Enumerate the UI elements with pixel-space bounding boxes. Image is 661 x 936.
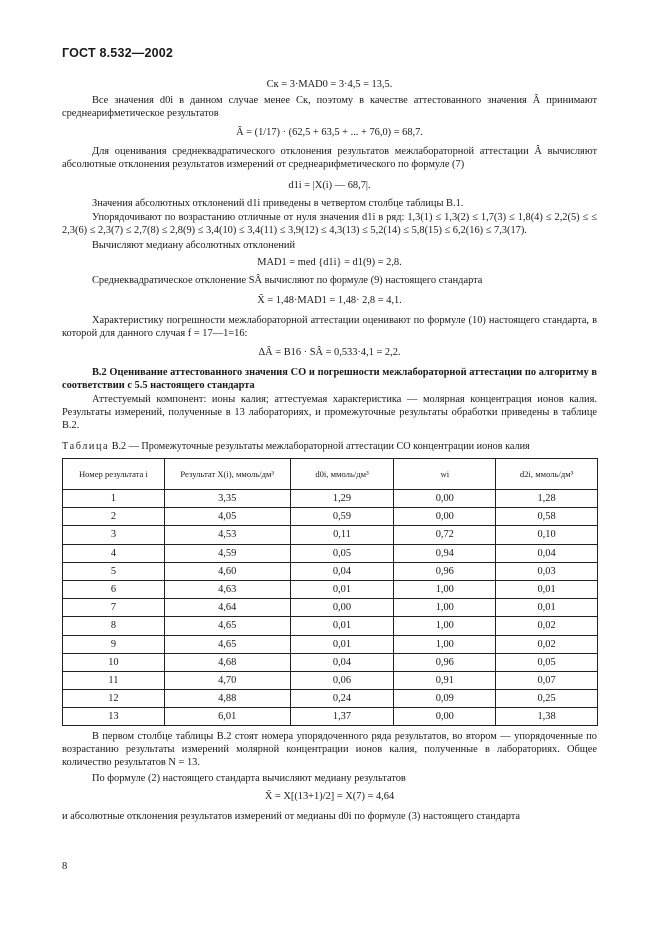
table-cell: 1,00 bbox=[394, 617, 496, 635]
table-row bbox=[63, 508, 598, 526]
table-row bbox=[63, 580, 598, 598]
table-cell: 5 bbox=[63, 562, 165, 580]
table-cell: 4,53 bbox=[164, 526, 290, 544]
table-cell: 10 bbox=[63, 653, 165, 671]
paragraph-table-ref: Значения абсолютных отклонений d1i приведены в четвертом столбце таблицы В.1. bbox=[92, 198, 464, 209]
table-cell: 0,94 bbox=[394, 544, 496, 562]
table-row bbox=[63, 671, 598, 689]
table-cell: 0,59 bbox=[290, 508, 394, 526]
table-cell: 4,65 bbox=[164, 617, 290, 635]
table-cell: 1,00 bbox=[394, 599, 496, 617]
table-header-row bbox=[63, 459, 598, 490]
table-cell: 0,07 bbox=[496, 671, 598, 689]
table-caption bbox=[62, 441, 602, 454]
table-cell: 9 bbox=[63, 635, 165, 653]
table-cell: 0,05 bbox=[290, 544, 394, 562]
table-row bbox=[63, 599, 598, 617]
table-cell: 4,68 bbox=[164, 653, 290, 671]
paragraph-median-formula: По формуле (2) настоящего стандарта вычисляют медиану результатов bbox=[92, 773, 406, 784]
table-row bbox=[63, 562, 598, 580]
table-cell: 0,01 bbox=[496, 599, 598, 617]
equation-median: X̃ = X[(13+1)/2] = X(7) = 4,64 bbox=[264, 791, 395, 802]
paragraph-error-char: Характеристику погрешности межлабораторной аттестации оценивают по формуле (10) настоящего стандарта, в которой для данного случая f = 17—1=16: bbox=[62, 315, 597, 339]
table-cell: 4,65 bbox=[164, 635, 290, 653]
table-row bbox=[63, 708, 598, 726]
table-cell: 4,60 bbox=[164, 562, 290, 580]
table-row bbox=[63, 635, 598, 653]
header-cell: Результат X(i), ммоль/дм³ bbox=[164, 459, 290, 490]
equation-d1: d1i = |X(i) — 68,7|. bbox=[288, 180, 371, 191]
table-cell: 4,05 bbox=[164, 508, 290, 526]
table-cell: 6 bbox=[63, 580, 165, 598]
table-cell: 4,88 bbox=[164, 690, 290, 708]
paragraph-first-column: В первом столбце таблицы В.2 стоят номера упорядоченного ряда результатов, во втором — упорядоченные по возрастанию результаты измерений молярной концентрации ионов калия, полученные в лабораториях. Общее количество результатов N = 13. bbox=[62, 731, 597, 768]
table-row bbox=[63, 653, 598, 671]
equation-a: Â = (1/17) · (62,5 + 63,5 + ... + 76,0) = 68,7. bbox=[236, 127, 423, 138]
header-cell: d0i, ммоль/дм³ bbox=[290, 459, 394, 490]
table-cell: 0,01 bbox=[290, 635, 394, 653]
table-caption-prefix: Таблица bbox=[62, 441, 110, 452]
paragraph-ordering: Упорядочивают по возрастанию отличные от нуля значения d1i в ряд: 1,3(1) ≤ 1,3(2) ≤ 1,7(3) ≤ 1,8(4) ≤ 2,2(5) ≤ ≤ 2,3(6) ≤ 2,3(7) ≤ 2,7(8) ≤ 2,8(9) ≤ 3,4(10) ≤ 3,4(11) ≤ 3,9(12) ≤ 4,3(13) ≤ 5,2(14) ≤ 5,8(15) ≤ 6,2(16) ≤ 7,3(17). bbox=[62, 212, 597, 236]
table-cell: 11 bbox=[63, 671, 165, 689]
paragraph-abs-deviations: Для оценивания среднеквадратического отклонения результатов межлабораторной аттестации Â вычисляют абсолютные отклонения результатов измерений от среднеарифметического по формуле (7) bbox=[62, 146, 597, 170]
table-cell: 0,01 bbox=[290, 580, 394, 598]
table-cell: 0,02 bbox=[496, 617, 598, 635]
table-cell: 0,72 bbox=[394, 526, 496, 544]
table-cell: 0,04 bbox=[496, 544, 598, 562]
table-cell: 0,00 bbox=[394, 708, 496, 726]
table-cell: 4,63 bbox=[164, 580, 290, 598]
table-cell: 4,59 bbox=[164, 544, 290, 562]
table-cell: 1,28 bbox=[496, 490, 598, 508]
table-cell: 3,35 bbox=[164, 490, 290, 508]
table-cell: 13 bbox=[63, 708, 165, 726]
paragraph-std-dev: Среднеквадратическое отклонение SÂ вычисляют по формуле (9) настоящего стандарта bbox=[92, 275, 483, 286]
table-cell: 8 bbox=[63, 617, 165, 635]
table-cell: 1,29 bbox=[290, 490, 394, 508]
table-cell: 6,01 bbox=[164, 708, 290, 726]
table-cell: 0,96 bbox=[394, 653, 496, 671]
table-cell: 0,04 bbox=[290, 653, 394, 671]
table-cell: 1,38 bbox=[496, 708, 598, 726]
table-cell: 0,00 bbox=[290, 599, 394, 617]
table-cell: 4 bbox=[63, 544, 165, 562]
header-cell: d2i, ммоль/дм³ bbox=[496, 459, 598, 490]
table-row bbox=[63, 544, 598, 562]
equation-x: X̃ = 1,48·MAD1 = 1,48· 2,8 = 4,1. bbox=[257, 295, 402, 306]
table-cell: 2 bbox=[63, 508, 165, 526]
table-cell: 4,64 bbox=[164, 599, 290, 617]
table-cell: 0,04 bbox=[290, 562, 394, 580]
header-cell: Номер результата i bbox=[63, 459, 165, 490]
table-caption-text: В.2 — Промежуточные результаты межлабораторной аттестации СО концентрации ионов калия bbox=[111, 441, 530, 452]
table-cell: 0,96 bbox=[394, 562, 496, 580]
table-row bbox=[63, 690, 598, 708]
table-cell: 0,05 bbox=[496, 653, 598, 671]
table-cell: 12 bbox=[63, 690, 165, 708]
paragraph-abs-dev-median: и абсолютные отклонения результатов измерений от медианы d0i по формуле (3) настоящего стандарта bbox=[62, 811, 521, 822]
section-heading-b2: В.2 Оценивание аттестованного значения СО и погрешности межлабораторной аттестации по алгоритму в соответствии с 5.5 настоящего стандарта bbox=[62, 367, 597, 391]
equation-mad: MAD1 = med {d1i} = d1(9) = 2,8. bbox=[257, 257, 402, 268]
equation-ck: Cк = 3·MAD0 = 3·4,5 = 13,5. bbox=[266, 79, 393, 90]
table-cell: 0,24 bbox=[290, 690, 394, 708]
table-cell: 0,03 bbox=[496, 562, 598, 580]
table-cell: 0,58 bbox=[496, 508, 598, 526]
table-row bbox=[63, 526, 598, 544]
header-cell: wi bbox=[394, 459, 496, 490]
table-cell: 0,09 bbox=[394, 690, 496, 708]
paragraph-component: Аттестуемый компонент: ионы калия; аттестуемая характеристика — молярная концентрация ионов калия. Результаты измерений, полученные в 13 лабораториях, и промежуточные результаты обработки приведены в таблице В.2. bbox=[62, 394, 597, 431]
paragraph-mean-choice: Все значения d0i в данном случае менее Cк, поэтому в качестве аттестованного значения Â принимают среднеарифметическое результатов bbox=[62, 95, 597, 119]
table-row bbox=[63, 490, 598, 508]
table-cell: 1,37 bbox=[290, 708, 394, 726]
table-row bbox=[63, 617, 598, 635]
table-cell: 3 bbox=[63, 526, 165, 544]
paragraph-median-calc: Вычисляют медиану абсолютных отклонений bbox=[92, 240, 296, 251]
table-cell: 1,00 bbox=[394, 635, 496, 653]
table-cell: 1 bbox=[63, 490, 165, 508]
table-cell: 4,70 bbox=[164, 671, 290, 689]
results-table bbox=[62, 458, 598, 726]
page-number: 8 bbox=[62, 861, 68, 872]
document-header: ГОСТ 8.532—2002 bbox=[62, 46, 174, 60]
table-cell: 0,02 bbox=[496, 635, 598, 653]
table-cell: 1,00 bbox=[394, 580, 496, 598]
table-cell: 0,00 bbox=[394, 508, 496, 526]
table-cell: 0,11 bbox=[290, 526, 394, 544]
table-cell: 0,06 bbox=[290, 671, 394, 689]
table-cell: 0,01 bbox=[496, 580, 598, 598]
table-cell: 0,00 bbox=[394, 490, 496, 508]
table-cell: 0,10 bbox=[496, 526, 598, 544]
table-cell: 0,91 bbox=[394, 671, 496, 689]
equation-delta: ΔÂ = B16 · SÂ = 0,533·4,1 = 2,2. bbox=[258, 347, 401, 358]
table-cell: 0,25 bbox=[496, 690, 598, 708]
table-body bbox=[63, 490, 598, 726]
table-cell: 0,01 bbox=[290, 617, 394, 635]
table-cell: 7 bbox=[63, 599, 165, 617]
